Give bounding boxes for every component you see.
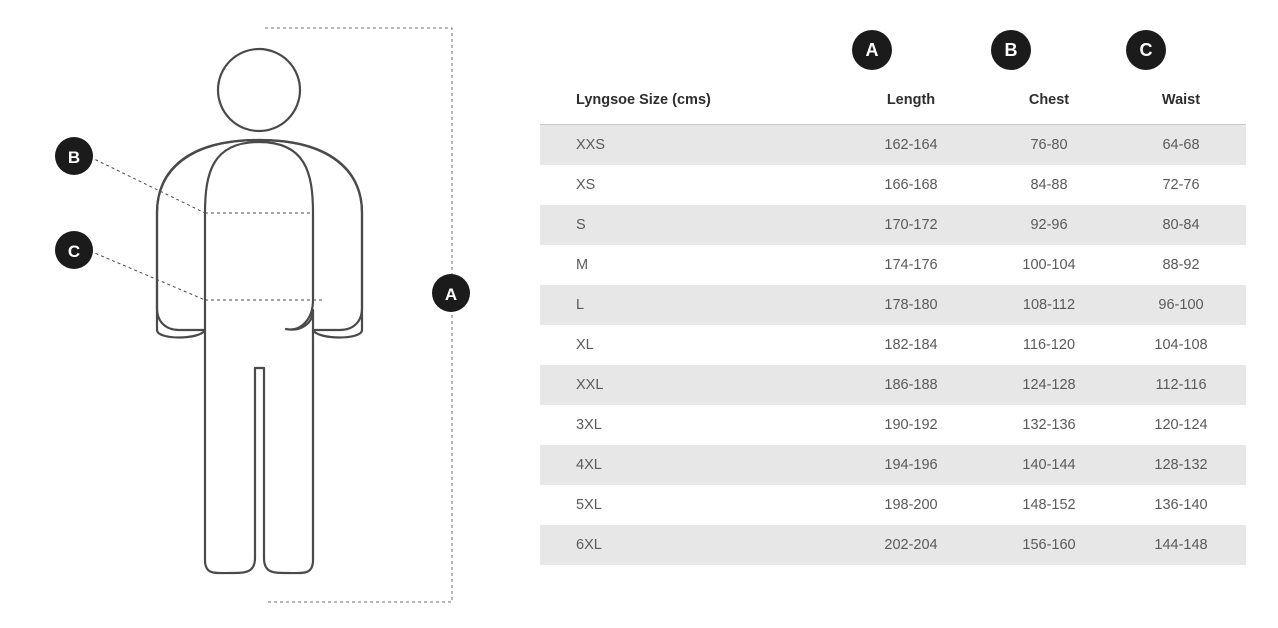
table-row xyxy=(540,485,1246,525)
badge-a: A xyxy=(852,30,892,70)
cell-waist: 88-92 xyxy=(1116,245,1246,285)
cell-waist: 120-124 xyxy=(1116,405,1246,445)
cell-chest: 76-80 xyxy=(982,125,1116,166)
header-size: Lyngsoe Size (cms) xyxy=(540,82,840,125)
table-row xyxy=(540,245,1246,285)
cell-size: XXL xyxy=(540,365,840,405)
cell-waist: 144-148 xyxy=(1116,525,1246,565)
cell-chest: 140-144 xyxy=(982,445,1116,485)
cell-length: 166-168 xyxy=(840,165,982,205)
marker-a-label: A xyxy=(444,285,458,304)
cell-length: 178-180 xyxy=(840,285,982,325)
badge-c: C xyxy=(1126,30,1166,70)
table-row xyxy=(540,445,1246,485)
cell-waist: 104-108 xyxy=(1116,325,1246,365)
cell-length: 162-164 xyxy=(840,125,982,166)
table-row xyxy=(540,205,1246,245)
figure-outline-icon xyxy=(157,49,362,330)
cell-size: L xyxy=(540,285,840,325)
table-row xyxy=(540,285,1246,325)
table-row xyxy=(540,125,1246,166)
cell-waist: 136-140 xyxy=(1116,485,1246,525)
cell-length: 174-176 xyxy=(840,245,982,285)
marker-c xyxy=(55,231,93,269)
cell-size: 3XL xyxy=(540,405,840,445)
cell-size: 5XL xyxy=(540,485,840,525)
chest-measure-line xyxy=(90,157,313,213)
marker-a xyxy=(432,274,470,312)
cell-size: M xyxy=(540,245,840,285)
cell-chest: 156-160 xyxy=(982,525,1116,565)
cell-chest: 148-152 xyxy=(982,485,1116,525)
cell-length: 190-192 xyxy=(840,405,982,445)
badge-b: B xyxy=(991,30,1031,70)
cell-waist: 96-100 xyxy=(1116,285,1246,325)
cell-length: 182-184 xyxy=(840,325,982,365)
cell-waist: 128-132 xyxy=(1116,445,1246,485)
cell-size: XXS xyxy=(540,125,840,166)
column-badges xyxy=(520,26,1278,74)
cell-length: 186-188 xyxy=(840,365,982,405)
cell-length: 194-196 xyxy=(840,445,982,485)
table-row xyxy=(540,405,1246,445)
table-row xyxy=(540,525,1246,565)
cell-chest: 124-128 xyxy=(982,365,1116,405)
cell-chest: 100-104 xyxy=(982,245,1116,285)
cell-size: XL xyxy=(540,325,840,365)
body-diagram xyxy=(0,0,520,628)
size-table xyxy=(540,82,1246,565)
cell-waist: 64-68 xyxy=(1116,125,1246,166)
table-row xyxy=(540,365,1246,405)
table-header-row xyxy=(540,82,1246,125)
cell-chest: 116-120 xyxy=(982,325,1116,365)
table-header xyxy=(540,82,1246,125)
cell-length: 170-172 xyxy=(840,205,982,245)
cell-size: 4XL xyxy=(540,445,840,485)
marker-b xyxy=(55,137,93,175)
cell-chest: 92-96 xyxy=(982,205,1116,245)
cell-waist: 80-84 xyxy=(1116,205,1246,245)
table-body xyxy=(540,125,1246,566)
header-waist: Waist xyxy=(1116,82,1246,125)
marker-b-label: B xyxy=(67,148,81,167)
cell-length: 202-204 xyxy=(840,525,982,565)
cell-chest: 84-88 xyxy=(982,165,1116,205)
cell-waist: 72-76 xyxy=(1116,165,1246,205)
header-chest: Chest xyxy=(982,82,1116,125)
cell-length: 198-200 xyxy=(840,485,982,525)
table-row xyxy=(540,165,1246,205)
cell-waist: 112-116 xyxy=(1116,365,1246,405)
header-length: Length xyxy=(840,82,982,125)
cell-size: 6XL xyxy=(540,525,840,565)
cell-size: XS xyxy=(540,165,840,205)
cell-chest: 132-136 xyxy=(982,405,1116,445)
cell-chest: 108-112 xyxy=(982,285,1116,325)
size-table-panel xyxy=(520,0,1278,628)
marker-c-label: C xyxy=(67,242,81,261)
cell-size: S xyxy=(540,205,840,245)
table-row xyxy=(540,325,1246,365)
